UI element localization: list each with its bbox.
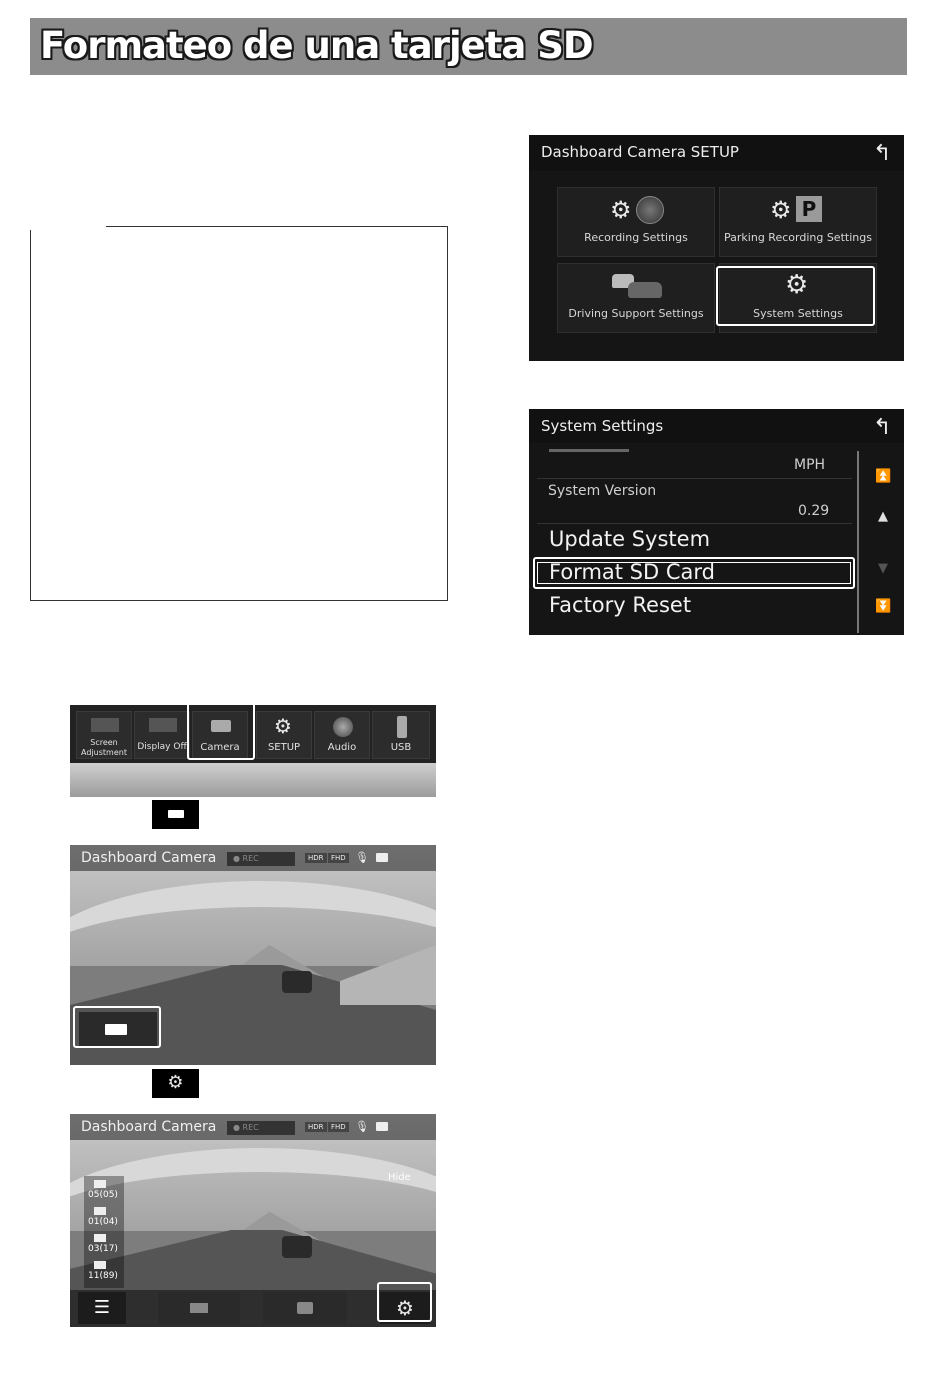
usb-button[interactable] (372, 711, 430, 759)
folder-icon (94, 1234, 106, 1242)
camera-snapshot-icon (376, 853, 388, 862)
parking-recording-settings-tile[interactable] (719, 187, 877, 257)
hdr-badge: HDR (305, 853, 327, 863)
folder-list (84, 1176, 124, 1288)
settings-button-highlight (377, 1282, 432, 1322)
microphone-icon: 🎙 (355, 851, 369, 864)
setup-label: SETUP (267, 742, 301, 753)
system-version-label: System Version (548, 483, 657, 499)
camera-title: Dashboard Camera (81, 1119, 217, 1135)
screen-adjustment-button[interactable] (76, 711, 132, 759)
camera-lens-icon (636, 196, 664, 224)
camera-label: Camera (200, 742, 240, 753)
car-rear-icon (628, 282, 662, 298)
folder-count[interactable]: 11(89) (88, 1271, 118, 1281)
folder-icon (94, 1261, 106, 1269)
folder-count[interactable]: 03(17) (88, 1244, 118, 1254)
camera-button-highlight (187, 700, 255, 760)
camera-snapshot-icon (376, 1122, 388, 1131)
scrollbar[interactable] (857, 451, 859, 633)
driving-support-settings-label: Driving Support Settings (568, 307, 704, 320)
record-toggle-button[interactable] (158, 1292, 240, 1324)
gear-icon: ⚙ (770, 196, 792, 224)
screen-adjustment-icon (91, 718, 119, 732)
page-title: Formateo de una tarjeta SD (40, 24, 593, 67)
system-settings-screen (529, 409, 904, 635)
fhd-badge: FHD (328, 853, 349, 863)
audio-knob-icon (333, 717, 353, 737)
usb-icon (397, 716, 407, 738)
microphone-icon: 🎙 (355, 1120, 369, 1133)
return-arrow-icon[interactable]: ↰ (873, 141, 892, 166)
format-sd-card-item[interactable]: Format SD Card (549, 560, 715, 584)
scroll-down-icon[interactable]: ▼ (878, 561, 888, 576)
title-bar (30, 18, 907, 75)
dashcam-mini-button (152, 800, 199, 829)
gear-mini-button (152, 1069, 199, 1098)
rec-indicator: ● REC (227, 1121, 295, 1135)
driving-support-settings-tile[interactable] (557, 263, 715, 333)
scroll-bottom-icon[interactable]: ⏬ (875, 599, 892, 614)
system-version-value: 0.29 (798, 503, 830, 519)
clipped-row-text (549, 449, 629, 452)
folder-icon (94, 1180, 106, 1188)
audio-button[interactable] (314, 711, 370, 759)
display-off-label: Display Off (137, 742, 187, 752)
system-settings-label: System Settings (753, 307, 843, 320)
car-ahead (282, 1236, 312, 1258)
note-box (30, 226, 448, 601)
recording-settings-tile[interactable] (557, 187, 715, 257)
gear-icon: ⚙ (274, 714, 292, 738)
camera-snapshot-icon (297, 1302, 313, 1314)
return-arrow-icon[interactable]: ↰ (873, 415, 892, 440)
setup-screen-title: Dashboard Camera SETUP (541, 143, 739, 161)
system-screen-title: System Settings (541, 417, 664, 435)
parking-p-icon: P (796, 196, 822, 222)
hide-button[interactable]: Hide (388, 1172, 411, 1183)
fhd-badge: FHD (328, 1122, 349, 1132)
display-off-icon (149, 718, 177, 732)
gear-icon: ⚙ (610, 196, 632, 224)
camera-title: Dashboard Camera (81, 850, 217, 866)
factory-reset-item[interactable]: Factory Reset (549, 593, 692, 617)
gear-icon: ⚙ (396, 1296, 414, 1320)
road-preview-strip (70, 763, 436, 797)
row-divider (537, 523, 852, 524)
system-settings-highlight (716, 266, 875, 326)
scroll-top-icon[interactable]: ⏫ (875, 469, 892, 484)
note-box-tab (30, 226, 106, 230)
recording-settings-label: Recording Settings (584, 231, 688, 244)
menu-icon[interactable]: ☰ (78, 1292, 126, 1324)
rec-indicator: ● REC (227, 852, 295, 866)
row-divider (537, 478, 852, 479)
display-off-button[interactable] (134, 711, 190, 759)
folder-count[interactable]: 01(04) (88, 1217, 118, 1227)
setup-screen (529, 135, 904, 361)
folder-count[interactable]: 05(05) (88, 1190, 118, 1200)
scroll-up-icon[interactable]: ▲ (878, 509, 888, 524)
hdr-badge: HDR (305, 1122, 327, 1132)
parking-recording-settings-label: Parking Recording Settings (724, 231, 872, 244)
setup-button[interactable] (256, 711, 312, 759)
gear-icon: ⚙ (785, 270, 809, 300)
gear-icon: ⚙ (167, 1072, 184, 1093)
screen-adjustment-label-2: Adjustment (81, 748, 127, 757)
dashcam-icon (168, 810, 184, 818)
car-ahead (282, 971, 312, 993)
snapshot-button[interactable] (263, 1292, 347, 1324)
screen-adjustment-label-1: Screen (90, 738, 118, 747)
dashcam-toggle-highlight (73, 1006, 161, 1048)
units-value: MPH (794, 457, 826, 473)
folder-icon (94, 1207, 106, 1215)
update-system-item[interactable]: Update System (549, 527, 711, 551)
audio-label: Audio (327, 742, 357, 753)
usb-label: USB (390, 742, 412, 753)
dashcam-icon (190, 1303, 208, 1313)
